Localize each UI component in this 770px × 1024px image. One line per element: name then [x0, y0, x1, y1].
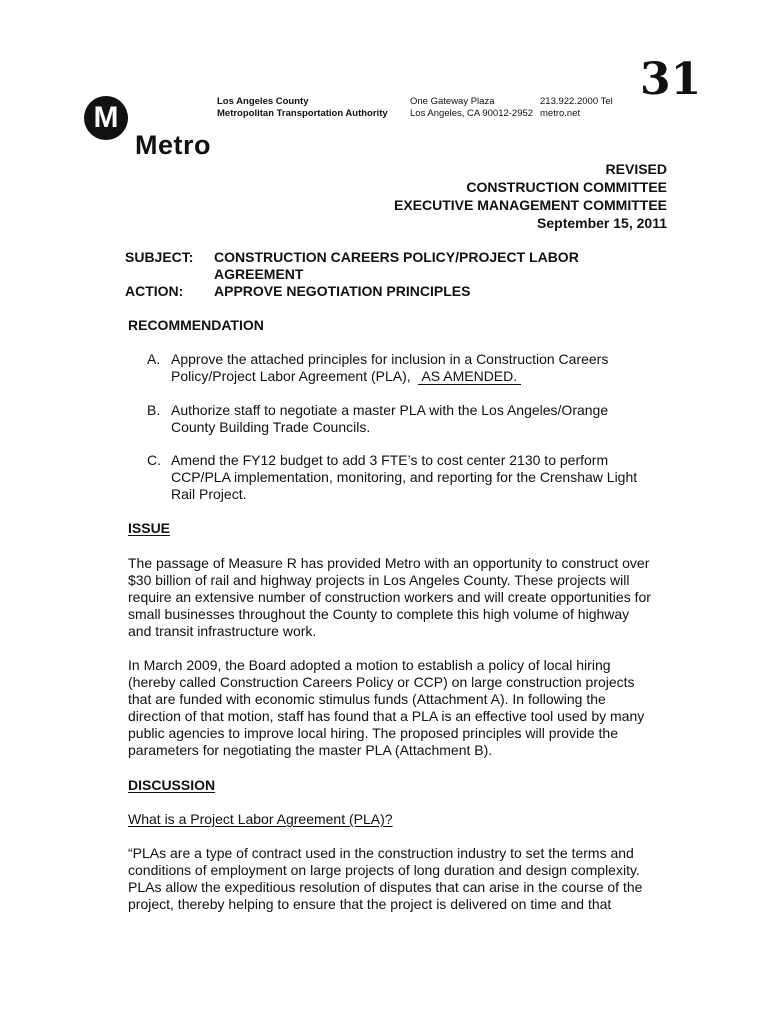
agency-name	[217, 96, 388, 120]
agenda-item-number: 31	[640, 54, 702, 105]
item-line: Policy/Project Labor Agreement (PLA),	[171, 368, 411, 384]
action-label: ACTION:	[125, 283, 184, 299]
paragraph-line: parameters for negotiating the master PLA (Attachment B).	[128, 742, 493, 758]
paragraph-line: public agencies to improve local hiring. The proposed principles will provide the	[128, 725, 619, 741]
item-line: Approve the attached principles for inclusion in a Construction Careers	[171, 351, 609, 367]
recommendation-heading: RECOMMENDATION	[128, 317, 264, 333]
committee-name: CONSTRUCTION COMMITTEE	[466, 179, 667, 195]
item-line: Authorize staff to negotiate a master PLA with the Los Angeles/Orange	[171, 402, 609, 418]
logo-mark: M	[93, 101, 119, 134]
action-text: APPROVE NEGOTIATION PRINCIPLES	[214, 283, 471, 299]
issue-paragraph-1	[128, 555, 676, 640]
issue-heading: ISSUE	[128, 520, 171, 536]
agency-contact	[540, 96, 613, 120]
amended-annotation: AS AMENDED.	[418, 368, 521, 385]
subject-label: SUBJECT:	[125, 249, 194, 265]
recommendation-item-c	[147, 452, 677, 503]
item-line: County Building Trade Councils.	[171, 419, 371, 435]
address-line-1: One Gateway Plaza	[410, 96, 495, 107]
agency-line-1: Los Angeles County	[217, 96, 309, 107]
recommendation-item-a	[147, 351, 677, 385]
agency-address	[410, 96, 533, 120]
paragraph-line: project, thereby helping to ensure that the project is delivered on time and that	[128, 896, 612, 912]
recommendation-item-b	[147, 402, 677, 436]
discussion-subheading: What is a Project Labor Agreement (PLA)?	[128, 811, 393, 827]
paragraph-line: The passage of Measure R has provided Metro with an opportunity to construct over	[128, 555, 650, 571]
paragraph-line: In March 2009, the Board adopted a motion to establish a policy of local hiring	[128, 657, 611, 673]
item-key: A.	[147, 351, 161, 367]
revised-label: REVISED	[605, 161, 667, 177]
meeting-date: September 15, 2011	[537, 215, 667, 231]
item-line: CCP/PLA implementation, monitoring, and reporting for the Crenshaw Light	[171, 469, 638, 485]
item-line: Rail Project.	[171, 486, 247, 502]
paragraph-line: $30 billion of rail and highway projects in Los Angeles County. These projects will	[128, 572, 630, 588]
paragraph-line: PLAs allow the expeditious resolution of disputes that can arise in the course of the	[128, 879, 643, 895]
paragraph-line: require an extensive number of construction workers and will create opportunities for	[128, 589, 651, 605]
agency-line-2: Metropolitan Transportation Authority	[217, 108, 388, 119]
committee-name-2: EXECUTIVE MANAGEMENT COMMITTEE	[393, 197, 667, 213]
paragraph-line: (hereby called Construction Careers Policy or CCP) on large construction projects	[128, 674, 635, 690]
metro-logo-icon	[84, 96, 128, 140]
committee-header	[394, 160, 667, 232]
subject-text	[214, 249, 579, 283]
discussion-paragraph-1	[128, 845, 676, 913]
logo-wordmark: Metro	[135, 130, 211, 160]
item-key: B.	[147, 402, 161, 418]
phone-line: 213.922.2000 Tel	[540, 96, 613, 107]
paragraph-line: that are funded with economic stimulus funds (Attachment A). In following the	[128, 691, 606, 707]
paragraph-line: small businesses throughout the County to complete this high volume of highway	[128, 606, 630, 622]
address-line-2: Los Angeles, CA 90012-2952	[410, 108, 534, 119]
paragraph-line: direction of that motion, staff has found that a PLA is an effective tool used by many	[128, 708, 645, 724]
item-line: Amend the FY12 budget to add 3 FTE’s to cost center 2130 to perform	[171, 452, 609, 468]
paragraph-line: and transit infrastructure work.	[128, 623, 317, 639]
item-key: C.	[147, 452, 161, 468]
discussion-heading: DISCUSSION	[128, 777, 216, 793]
website-line: metro.net	[540, 108, 581, 119]
issue-paragraph-2	[128, 657, 676, 759]
paragraph-line: “PLAs are a type of contract used in the construction industry to set the terms and	[128, 845, 634, 861]
paragraph-line: conditions of employment on large projects of long duration and design complexity.	[128, 862, 640, 878]
subject-line-1: CONSTRUCTION CAREERS POLICY/PROJECT LABOR	[214, 249, 579, 265]
subject-line-2: AGREEMENT	[214, 266, 304, 282]
